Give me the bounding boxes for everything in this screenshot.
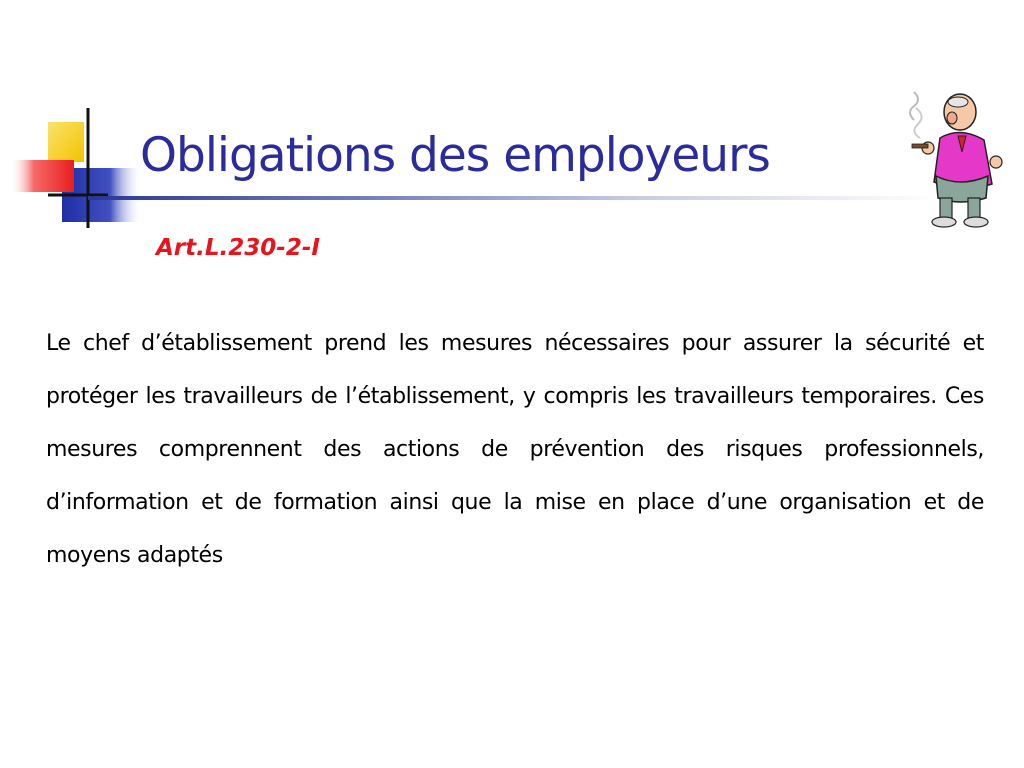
article-reference: Art.L.230-2-I <box>156 235 320 261</box>
slide-title: Obligations des employeurs <box>140 128 770 183</box>
title-underline <box>88 196 938 200</box>
corner-squares-decoration <box>0 100 150 240</box>
boss-with-cigar-clipart <box>900 90 1010 230</box>
body-paragraph: Le chef d’établissement prend les mesures nécessaires pour assurer la sécurité et protéger les travailleurs de l’établissement, y compris les travailleurs temporaires. Ces mesures comprennent des actions de prévention des risques professionnels, d’information et de formation ainsi que la mise en place d’une organisation et de moyens adaptés <box>46 331 984 568</box>
